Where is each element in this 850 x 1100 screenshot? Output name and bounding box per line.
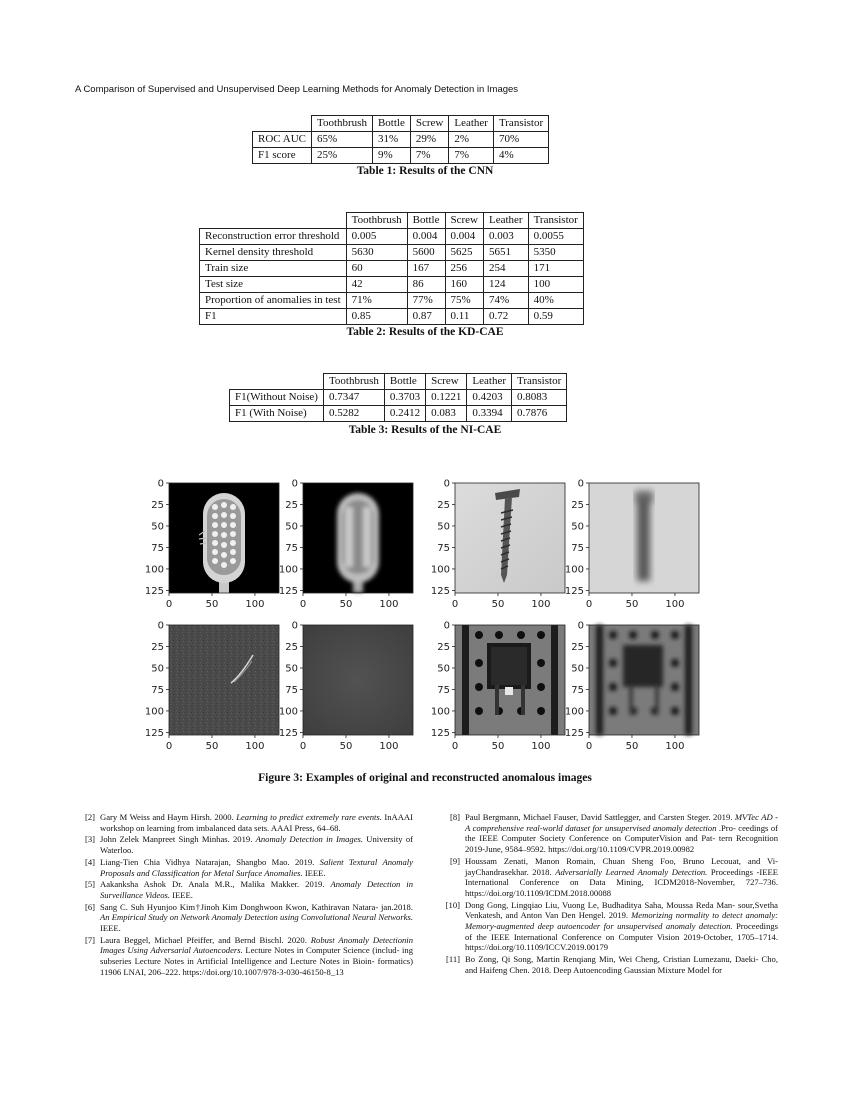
table-cell: 5625 (445, 245, 484, 261)
reference-title: Anomaly Detection in Surveillance Videos. (100, 879, 413, 900)
leather-reconstructed-panel (303, 625, 413, 735)
table-cell: 160 (445, 277, 484, 293)
table-cell: 0.5282 (323, 406, 384, 422)
y-tick-label: 125 (430, 727, 450, 739)
table-cell: 171 (528, 261, 583, 277)
references-left-column (75, 812, 413, 979)
table-cell: 0.005 (346, 229, 407, 245)
table-cell (253, 116, 312, 132)
y-tick-label: 75 (151, 542, 164, 554)
table-cell: 0.2412 (384, 406, 425, 422)
table-cell: 5350 (528, 245, 583, 261)
x-tick-label: 100 (665, 599, 685, 610)
reference-item (440, 812, 778, 855)
reference-item (75, 879, 413, 900)
y-tick-label: 50 (151, 521, 164, 533)
y-tick-label: 0 (443, 478, 450, 490)
x-tick-label: 100 (665, 741, 685, 752)
table-cell: 4% (493, 148, 548, 164)
y-tick-label: 50 (571, 521, 584, 533)
table-cell: Leather (467, 374, 512, 390)
y-tick-label: 25 (437, 641, 450, 653)
table-row (200, 245, 584, 261)
table-cell: Screw (410, 116, 449, 132)
reference-text (465, 812, 778, 855)
y-tick-label: 0 (157, 478, 164, 490)
reference-number: [2] (84, 812, 95, 822)
table-row (253, 132, 549, 148)
y-tick-label: 75 (437, 542, 450, 554)
y-tick-label: 75 (151, 684, 164, 696)
reference-number: [3] (84, 834, 95, 845)
screw-original-panel (455, 483, 565, 593)
table-kdcae-results (199, 212, 584, 325)
table-cell: Test size (200, 277, 347, 293)
y-tick-label: 100 (564, 706, 584, 718)
table-row (200, 277, 584, 293)
y-tick-label: 25 (285, 641, 298, 653)
table-cell (200, 213, 347, 229)
table-cell: 0.7347 (323, 390, 384, 406)
reference-item (75, 812, 413, 833)
table-cell: 29% (410, 132, 449, 148)
table-cell: Bottle (372, 116, 410, 132)
table-cell: 254 (484, 261, 529, 277)
x-tick-label: 100 (531, 599, 551, 610)
table-cell: 71% (346, 293, 407, 309)
reference-title: Adversarially Learned Anomaly Detection. (555, 866, 708, 877)
table-cell: Bottle (407, 213, 445, 229)
reference-fragment: Paul Bergmann, Michael Fauser, David Sattlegger, and Carsten Steger. 2019. (465, 812, 735, 822)
y-tick-label: 100 (278, 564, 298, 576)
table-cell: 42 (346, 277, 407, 293)
table-cell: 0.85 (346, 309, 407, 325)
table-cell: 0.004 (407, 229, 445, 245)
table-cell: 65% (312, 132, 373, 148)
reference-title: Robust Anomaly Detectionin Images Using Adversarial Autoencoders. (100, 934, 413, 956)
table-cell: ROC AUC (253, 132, 312, 148)
reference-item (75, 902, 413, 934)
table-cell: 9% (372, 148, 410, 164)
reference-text (465, 856, 778, 899)
y-tick-label: 125 (278, 585, 298, 597)
table-cell: F1 (200, 309, 347, 325)
reference-text (465, 900, 778, 954)
toothbrush-reconstructed-panel (303, 483, 413, 593)
table-nicae-results (229, 373, 567, 422)
table-cell: 167 (407, 261, 445, 277)
reference-title: Salient Textural Anomaly Proposals and Classification for Metal Surface Anomalies. (100, 856, 413, 878)
table-cell: Proportion of anomalies in test (200, 293, 347, 309)
reference-text (100, 935, 413, 978)
table2-caption: Table 2: Results of the KD-CAE (346, 326, 504, 338)
y-tick-label: 125 (144, 727, 164, 739)
table-row (253, 148, 549, 164)
y-tick-label: 50 (151, 663, 164, 675)
table-cell: 60 (346, 261, 407, 277)
reference-number: [10] (445, 899, 460, 910)
table-cell: 0.72 (484, 309, 529, 325)
y-tick-label: 0 (577, 620, 584, 632)
figure-anomaly-examples (140, 475, 710, 765)
transistor-reconstructed-panel (589, 625, 699, 735)
reference-item (75, 857, 413, 878)
table-cell: F1 (With Noise) (230, 406, 324, 422)
table-cell: 86 (407, 277, 445, 293)
toothbrush-original-panel (169, 483, 279, 593)
y-tick-label: 0 (577, 478, 584, 490)
reference-fragment: Dong Gong, Lingqiao Liu, Vuong Le, Budhaditya Saha, Moussa Reda Man- sour,Svetha Venkatesh, and Anton Van Den Hengel. 2019. (465, 899, 778, 921)
reference-text (100, 857, 413, 878)
running-header: A Comparison of Supervised and Unsupervised Deep Learning Methods for Anomaly Detection in Images (75, 84, 519, 95)
reference-fragment: University of Waterloo. (100, 834, 413, 856)
table-cell: 0.87 (407, 309, 445, 325)
reference-fragment: John Zelek Manpreet Singh Minhas. 2019. (100, 834, 256, 845)
reference-number: [6] (84, 901, 95, 912)
x-tick-label: 50 (205, 599, 219, 610)
x-tick-label: 50 (491, 741, 505, 752)
table-cell: 7% (449, 148, 494, 164)
table-cell: Toothbrush (323, 374, 384, 390)
y-tick-label: 125 (278, 727, 298, 739)
table-cell: 0.11 (445, 309, 484, 325)
reference-fragment: IEEE. (302, 867, 326, 878)
y-tick-label: 100 (564, 564, 584, 576)
table-cell: 0.3703 (384, 390, 425, 406)
table-cell: 0.7876 (512, 406, 567, 422)
x-tick-label: 100 (531, 741, 551, 752)
table-cell: 2% (449, 132, 494, 148)
table-row (230, 390, 567, 406)
reference-fragment: Proceedings of the IEEE International Conference on Computer Vision 2019-October, 1705–1714. https://doi.org/10.1109/ICCV.2019.00179 (465, 921, 779, 953)
reference-title: Learning to predict extremely rare events. (236, 812, 382, 822)
reference-number: [11] (446, 954, 460, 965)
table-cell: 31% (372, 132, 410, 148)
table-cell: Train size (200, 261, 347, 277)
reference-number: [5] (84, 879, 95, 890)
reference-fragment: Aakanksha Ashok Dr. Anala M.R., Malika Makker. 2019. (100, 879, 331, 890)
table-cell: Transistor (493, 116, 548, 132)
x-tick-label: 0 (299, 741, 307, 752)
table-cell: Toothbrush (312, 116, 373, 132)
x-tick-label: 0 (299, 599, 307, 610)
table-row (200, 229, 584, 245)
screw-reconstructed-panel (589, 483, 699, 593)
reference-title: An Empirical Study on Network Anomaly Detection using Convolutional Neural Networks. (100, 912, 413, 923)
reference-title: Anomaly Detection in Images. (255, 834, 364, 845)
table-row (230, 406, 567, 422)
x-tick-label: 0 (165, 599, 173, 610)
table3-caption: Table 3: Results of the NI-CAE (348, 424, 502, 436)
reference-fragment: .Pro- ceedings of the IEEE Computer Society Conference on ComputerVision and Pat- tern Recognition 2019-June, 9584–9592. https://doi.org/10.1109/CVPR.2019.00982 (465, 822, 778, 855)
y-tick-label: 0 (443, 620, 450, 632)
reference-number: [8] (449, 812, 460, 822)
table-cell: 25% (312, 148, 373, 164)
reference-fragment: IEEE. (100, 923, 121, 934)
table-cell: 40% (528, 293, 583, 309)
reference-fragment: IEEE. (170, 889, 193, 900)
reference-item (440, 856, 778, 899)
table-cell: 256 (445, 261, 484, 277)
table-header-row (230, 374, 567, 390)
table-cell: F1(Without Noise) (230, 390, 324, 406)
reference-title: MVTec AD - A comprehensive real-world dataset for unsupervised anomaly detection (465, 812, 778, 833)
reference-fragment: Sang C. Suh Hyunjoo Kim†Jinoh Kim Donghwoon Kwon, Kathiravan Natara- jan.2018. (100, 901, 413, 912)
reference-item (440, 954, 778, 975)
reference-text (100, 902, 413, 934)
transistor-original-panel (455, 625, 565, 735)
reference-number: [4] (84, 856, 95, 867)
y-tick-label: 100 (278, 706, 298, 718)
table-cell: Transistor (512, 374, 567, 390)
table-cell: 100 (528, 277, 583, 293)
table-header-row (200, 213, 584, 229)
y-tick-label: 25 (571, 499, 584, 511)
table-cell: 0.3394 (467, 406, 512, 422)
table-cell: 0.8083 (512, 390, 567, 406)
table-cell: 70% (493, 132, 548, 148)
reference-fragment: Liang-Tien Chia Vidhya Natarajan, Shangbo Mao. 2019. (100, 856, 320, 867)
x-tick-label: 0 (585, 741, 593, 752)
reference-title: Memorizing normality to detect anomaly: Memory-augmented deep autoencoder for unsupervised anomaly detection. (465, 910, 778, 932)
table-cell: 0.083 (426, 406, 467, 422)
table-cnn-results (252, 115, 549, 164)
y-tick-label: 25 (571, 641, 584, 653)
y-tick-label: 25 (151, 641, 164, 653)
y-tick-label: 100 (144, 564, 164, 576)
x-tick-label: 0 (165, 741, 173, 752)
reference-fragment: Houssam Zenati, Manon Romain, Chuan Sheng Foo, Bruno Lecouat, and Vi- jayChandrasekhar. 2018. (465, 855, 778, 877)
table-cell: 0.1221 (426, 390, 467, 406)
table-cell: F1 score (253, 148, 312, 164)
x-tick-label: 0 (585, 599, 593, 610)
table-cell: Screw (445, 213, 484, 229)
x-tick-label: 100 (379, 599, 399, 610)
reference-item (75, 935, 413, 978)
reference-fragment: InAAAI workshop on learning from imbalanced data sets. AAAI Press, 64–68. (100, 812, 413, 833)
y-tick-label: 25 (285, 499, 298, 511)
table-cell: 75% (445, 293, 484, 309)
table-cell: 0.0055 (528, 229, 583, 245)
reference-item (440, 900, 778, 954)
table-header-row (253, 116, 549, 132)
y-tick-label: 0 (157, 620, 164, 632)
table1-caption: Table 1: Results of the CNN (356, 165, 494, 177)
reference-text (100, 812, 413, 833)
table-cell: 0.003 (484, 229, 529, 245)
y-tick-label: 125 (564, 585, 584, 597)
y-tick-label: 0 (291, 620, 298, 632)
y-tick-label: 100 (430, 564, 450, 576)
table-cell: 124 (484, 277, 529, 293)
y-tick-label: 75 (285, 542, 298, 554)
table-row (200, 261, 584, 277)
reference-fragment: Bo Zong, Qi Song, Martin Renqiang Min, Wei Cheng, Cristian Lumezanu, Daeki- Cho, and Haifeng Chen. 2018. Deep Autoencoding Gaussian Mixture Model for (465, 954, 778, 975)
x-tick-label: 0 (451, 599, 459, 610)
table-cell: 0.004 (445, 229, 484, 245)
reference-fragment: Gary M Weiss and Haym Hirsh. 2000. (100, 812, 237, 822)
table-cell: Leather (449, 116, 494, 132)
table-cell: 5630 (346, 245, 407, 261)
table-cell: Bottle (384, 374, 425, 390)
reference-item (75, 834, 413, 855)
x-tick-label: 50 (625, 599, 639, 610)
x-tick-label: 100 (379, 741, 399, 752)
y-tick-label: 125 (430, 585, 450, 597)
references-right-column (440, 812, 778, 977)
y-tick-label: 100 (430, 706, 450, 718)
table-cell: 0.59 (528, 309, 583, 325)
y-tick-label: 75 (437, 684, 450, 696)
table-cell: Reconstruction error threshold (200, 229, 347, 245)
y-tick-label: 25 (437, 499, 450, 511)
table-cell: Screw (426, 374, 467, 390)
reference-text (465, 954, 778, 975)
leather-original-panel (169, 625, 279, 735)
table-cell: Transistor (528, 213, 583, 229)
table-cell: 5651 (484, 245, 529, 261)
figure3-caption: Figure 3: Examples of original and reconstructed anomalous images (258, 772, 592, 784)
reference-text (100, 834, 413, 855)
y-tick-label: 50 (285, 521, 298, 533)
table-cell: Toothbrush (346, 213, 407, 229)
table-cell: 0.4203 (467, 390, 512, 406)
x-tick-label: 100 (245, 741, 265, 752)
x-tick-label: 50 (339, 741, 353, 752)
table-cell (230, 374, 324, 390)
y-tick-label: 100 (144, 706, 164, 718)
x-tick-label: 0 (451, 741, 459, 752)
table-cell: 5600 (407, 245, 445, 261)
table-row (200, 309, 584, 325)
x-tick-label: 50 (625, 741, 639, 752)
table-cell: Kernel density threshold (200, 245, 347, 261)
y-tick-label: 125 (144, 585, 164, 597)
reference-fragment: Laura Beggel, Michael Pfeiffer, and Bernd Bischl. 2020. (100, 934, 311, 945)
table-cell: 77% (407, 293, 445, 309)
reference-number: [7] (84, 934, 95, 945)
x-tick-label: 50 (205, 741, 219, 752)
y-tick-label: 50 (285, 663, 298, 675)
y-tick-label: 0 (291, 478, 298, 490)
table-row (200, 293, 584, 309)
y-tick-label: 125 (564, 727, 584, 739)
x-tick-label: 100 (245, 599, 265, 610)
y-tick-label: 50 (437, 521, 450, 533)
reference-number: [9] (449, 855, 460, 866)
table-cell: Leather (484, 213, 529, 229)
y-tick-label: 75 (571, 542, 584, 554)
reference-fragment: Lecture Notes in Computer Science (includ- ing subseries Lecture Notes in Artificial Intelligence and Lecture Notes in Bioin- formatics) 11906 LNAI, 206–222. https://doi.org/10.1007/978-3-030-46150-8_13 (100, 945, 414, 977)
y-tick-label: 50 (437, 663, 450, 675)
reference-fragment: Proceedings -IEEE International Conference on Data Mining, ICDM2018-November, 727–736. https://doi.org/10.1109/ICDM.2018.00088 (465, 866, 778, 898)
reference-text (100, 879, 413, 900)
y-tick-label: 75 (571, 684, 584, 696)
x-tick-label: 50 (491, 599, 505, 610)
y-tick-label: 75 (285, 684, 298, 696)
x-tick-label: 50 (339, 599, 353, 610)
table-cell: 74% (484, 293, 529, 309)
y-tick-label: 25 (151, 499, 164, 511)
table-cell: 7% (410, 148, 449, 164)
y-tick-label: 50 (571, 663, 584, 675)
